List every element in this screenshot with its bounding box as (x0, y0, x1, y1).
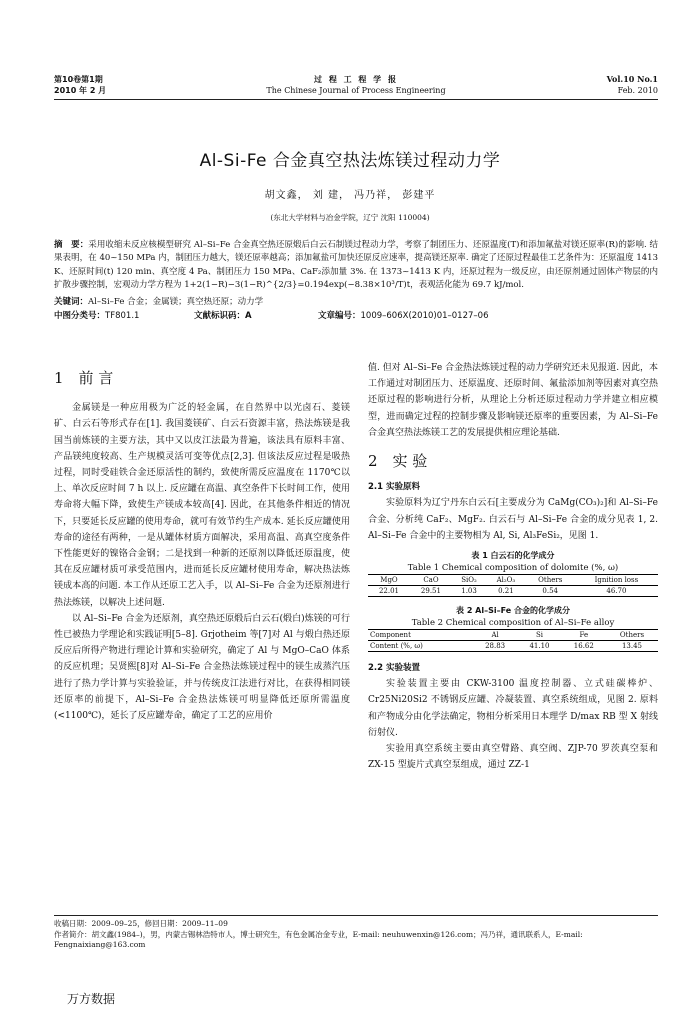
table-header-cell: SiO₂ (461, 576, 477, 585)
table-2-grid (368, 629, 658, 652)
doc-label: 文献标识码： (194, 311, 246, 321)
table-header-cell: Al₂O₃ (496, 576, 516, 585)
table-cell: 0.21 (498, 587, 514, 596)
class-label: 中图分类号： (54, 311, 106, 321)
header-center (54, 74, 658, 96)
table-header-cell: CaO (423, 576, 439, 585)
table-header-cell: MgO (380, 576, 398, 585)
volume-en: Vol.10 No.1 (606, 74, 658, 84)
class-value: TF801.1 (105, 311, 140, 321)
sec2-paragraph-2: 实验装置主要由 CKW-3100 温度控制器、立式硅碳棒炉、Cr25Ni20Si2 不锈钢反应罐、冷凝装置、真空系统组成，见图 2. 原料和产物成分由化学法确定，物相分析采用日本理学 D/max RB 型 X 射线衍射仪. (368, 679, 658, 738)
table-cell: 16.62 (573, 642, 594, 651)
table-cell: 22.01 (378, 587, 399, 596)
authors: 胡文鑫， 刘 建， 冯乃祥， 彭建平 (264, 190, 436, 201)
table-2-caption-cn: 表 2 Al–Si–Fe 合金的化学成分 (456, 606, 570, 616)
footnote (54, 915, 658, 951)
table-header-cell: Al (491, 631, 499, 640)
received-dates: 收稿日期：2009–09–25，修回日期：2009–11–09 (54, 919, 228, 928)
class-number (54, 310, 139, 323)
keywords: Al–Si–Fe 合金；金属镁；真空热还原；动力学 (88, 297, 264, 307)
author-info: 作者简介：胡文鑫(1984–)，男，内蒙古锡林浩特市人，博士研究生，有色金属冶金专业，E-mail: neuhuwenxin@126.com；冯乃祥，通讯联系人，E-mail: Fengnaixiang@163.com (54, 929, 583, 949)
table-cell: 28.83 (485, 642, 506, 651)
table-cell: 46.70 (606, 587, 627, 596)
abstract (54, 239, 658, 293)
table-header-cell: Fe (579, 631, 589, 640)
date-en: Feb. 2010 (617, 86, 658, 95)
watermark: 万方数据 (67, 992, 116, 1006)
table-row (368, 641, 658, 652)
right-column (368, 360, 658, 773)
table-1 (368, 550, 658, 597)
table-cell: 29.51 (420, 587, 441, 596)
article-number (318, 310, 488, 323)
date-cn: 2010 年 2 月 (54, 86, 107, 95)
sec1-paragraph-2: 以 Al–Si–Fe 合金为还原剂，真空热还原煅后白云石(煅白)炼镁的可行性已被热力学理论和实践证明[5–8]. Grjotheim 等[7]对 Al 与煅白热还原反应后所得产物进行理论计算和实验研究，确定了 Al 与 MgO–CaO 体系的反应机理；吴贤熙[8]对 Al–Si–Fe 合金热法炼镁过程中的镁生成蒸汽压进行了热力学计算与实验验证，并与传统皮江法进行对比，在获得相同镁还原率的前提下，Al–Si–Fe 合金热法炼镁可明显降低还原所需温度(<1100℃)，延长了反应罐寿命，确定了工艺的应用价 (54, 613, 350, 722)
section-2-heading: 2 实 验 (368, 452, 428, 471)
affiliation: (东北大学材料与冶金学院，辽宁 沈阳 110004) (270, 213, 430, 222)
keywords-label: 关键词： (54, 297, 89, 307)
table-cell: Content (%, ω) (370, 642, 423, 651)
article-label: 文章编号： (318, 311, 361, 321)
keywords-line (54, 296, 658, 309)
table-header-cell: Others (619, 631, 645, 640)
table-1-caption-en: Table 1 Chemical composition of dolomite (%, ω) (407, 563, 619, 574)
table-header-cell: Component (370, 631, 411, 640)
sec2-paragraph-3: 实验用真空系统主要由真空臂路、真空阀、ZJP-70 罗茨真空泵和 ZX-15 型旋片式真空泵组成，通过 ZZ-1 (368, 744, 658, 771)
table-cell: 0.54 (542, 587, 559, 596)
table-row (368, 586, 658, 597)
sec1-paragraph-3: 值. 但对 Al–Si–Fe 合金热法炼镁过程的动力学研究还未见报道. 因此，本工作通过对制团压力、还原温度、还原时间、氟盐添加剂等因素对真空热还原过程的影响进行分析，从理论上分析还原过程动力学并建立相应模型，进而确定过程的控制步骤及影响镁还原率的重要因素，为 Al–Si–Fe 合金真空热法炼镁工艺的发展提供相应理论基础. (368, 363, 658, 438)
table-2-caption-en: Table 2 Chemical composition of Al–Si–Fe alloy (411, 618, 615, 629)
table-1-grid (368, 574, 658, 597)
subsection-2-1: 2.1 实验原料 (368, 482, 421, 493)
table-cell: 13.45 (621, 642, 643, 651)
table-header-cell: Others (538, 576, 563, 585)
volume-cn: 第10卷第1期 (54, 75, 103, 84)
journal-en: The Chinese Journal of Process Engineering (266, 86, 446, 95)
table-cell: 1.03 (461, 587, 477, 596)
article-value: 1009–606X(2010)01–0127–06 (360, 311, 489, 321)
abstract-text: 采用收缩未反应核模型研究 Al–Si–Fe 合金真空热还原煅后白云石制镁过程动力学，考察了制团压力、还原温度(T)和添加氟盐对镁还原率(R)的影响. 结果表明，在 40~150 MPa 内，制团压力越大，镁还原率越高；添加氟盐可加快还原反应速率，提高镁还原率. 确定了还原过程最佳工艺条件为：还原温度 1413 K、还原时间(t) 120 min、真空度 4 Pa、制团压力 150 MPa、CaF₂添加量 3%. 在 1373~1413 K 内，还原过程为一级反应，由还原剂通过固体产物层的内扩散步骤控制，宏观动力学方程为 1+2(1−R)−3(1−R)^{2/3}=0.194exp(−8.38×10³/T)t，表观活化能为 69.7 kJ/mol. (54, 240, 658, 291)
subsection-2-2: 2.2 实验装置 (368, 663, 421, 674)
paper-title: Al-Si-Fe 合金真空热法炼镁过程动力学 (199, 151, 501, 171)
table-2 (368, 605, 658, 652)
header-right (607, 74, 658, 96)
sec2-paragraph-1: 实验原料为辽宁丹东白云石[主要成分为 CaMg(CO₃)₂]和 Al–Si–Fe 合金、分析纯 CaF₂、MgF₂. 白云石与 Al–Si–Fe 合金的成分见表 1, 2. Al–Si–Fe 合金中的主要物相为 Al, Si, Al₃FeSi₂，见图 1. (368, 498, 658, 541)
doc-code (194, 310, 252, 323)
table-cell: 41.10 (529, 642, 550, 651)
left-column (54, 370, 350, 724)
sec1-paragraph-1: 金属镁是一种应用极为广泛的轻金属，在自然界中以光卤石、菱镁矿、白云石等形式存在[1]. 我国菱镁矿、白云石资源丰富，热法炼镁是我国当前炼镁的主要方法，其中又以皮江法最为普遍，该法具有原料丰富、产品镁纯度较高、生产规模灵活可变等优点[2,3]. 但该法反应过程是吸热过程，同时受硅铁合金还原活性的制约，致使所需反应温度在 1170℃以上、单次反应时间 7 h 以上. 反应罐在高温、真空条件下长时间工作，使用寿命将大幅下降，致使生产镁成本较高[4]. 因此，在其他条件相近的情况下，只要延长反应罐的使用寿命，就可有效节约生产成本. 延长反应罐使用寿命的途径有两种，一是从罐体材质方面解决，采用高温、高真空度条件下性能更好的镍铬合金钢；二是找到一种新的还原剂以降低还原温度，使其在反应罐材质可承受范围内，进而延长反应罐材使用寿命，解决热法炼镁成本高的问题. 本工作从还原工艺入手，以 Al–Si–Fe 合金为还原剂进行热法炼镁，以解决上述问题. (54, 403, 350, 608)
journal-cn: 过 程 工 程 学 报 (314, 74, 398, 84)
section-1-heading: 1 前 言 (54, 369, 114, 387)
table-header-cell: Ignition loss (594, 576, 639, 585)
table-1-caption-cn: 表 1 白云石的化学成分 (471, 551, 555, 561)
table-header-cell: Si (535, 631, 543, 640)
doc-value: A (245, 311, 252, 321)
running-header (54, 74, 658, 100)
abstract-label: 摘 要： (54, 240, 89, 250)
